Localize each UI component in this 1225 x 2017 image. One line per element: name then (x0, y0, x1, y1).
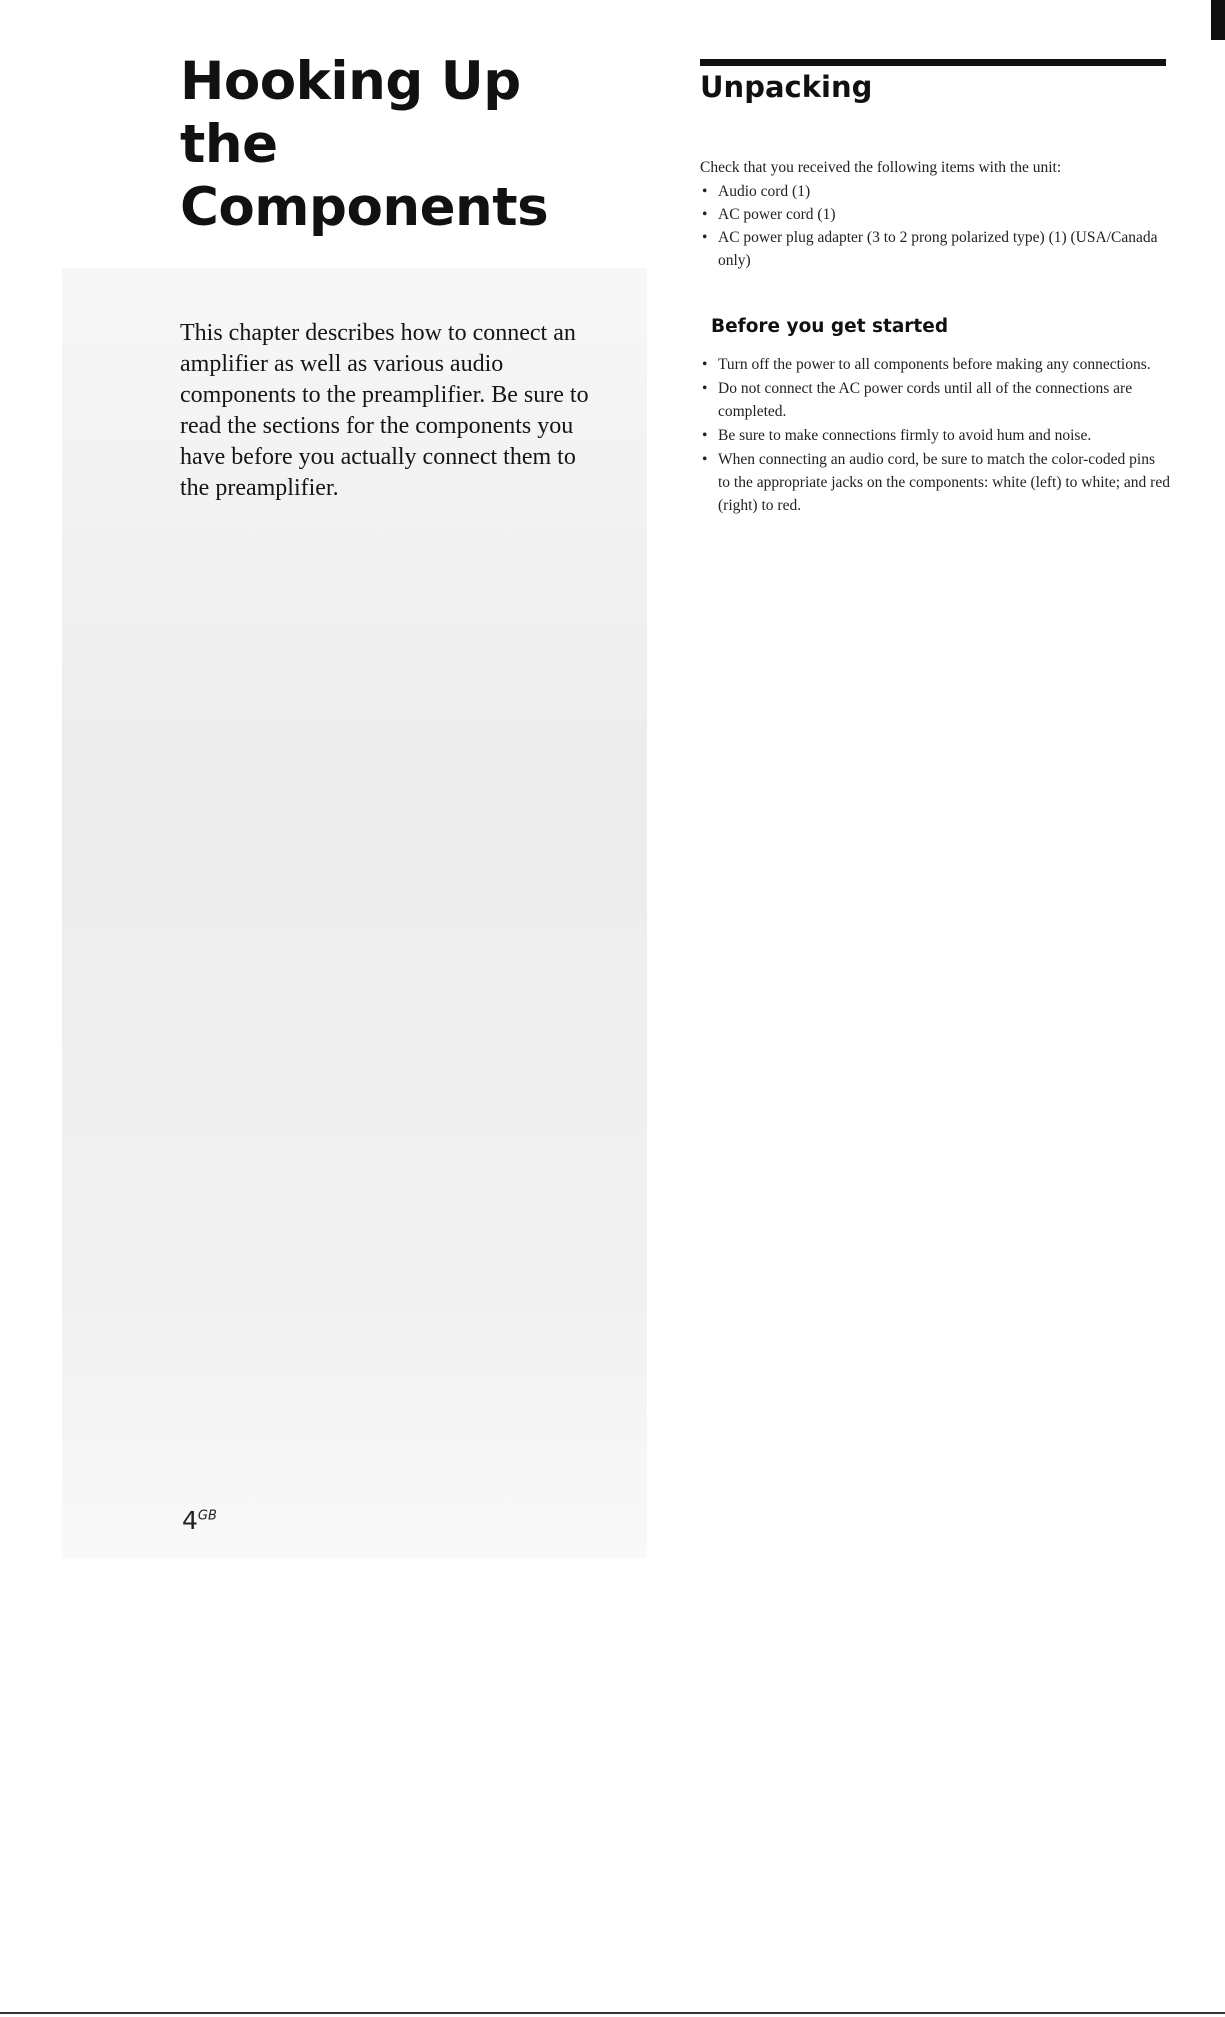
chapter-intro: This chapter describes how to connect an amplifier as well as various audio components to the preamplifier. Be sure to read the sections for the components you have before you actually connect them to the preamplifier. (180, 320, 589, 501)
subsection-heading: Before you get started (711, 316, 949, 337)
page-number (182, 1506, 217, 1535)
list-item: • AC power plug adapter (3 to 2 prong polarized type) (1) (USA/Canada only) (700, 226, 1170, 272)
page-number-suffix: GB (197, 1508, 217, 1524)
list-item: • AC power cord (1) (700, 203, 1170, 226)
before-start-list (700, 353, 1170, 518)
unpacking-intro: Check that you received the following items with the unit: (700, 159, 1062, 176)
page-bottom-border (0, 2012, 1225, 2014)
page-number-value: 4 (182, 1506, 198, 1535)
list-item: • Audio cord (1) (700, 180, 1170, 203)
list-item: • Turn off the power to all components before making any connections. (700, 353, 1170, 376)
chapter-title-line: Hooking Up (180, 51, 521, 112)
page-edge-tab (1211, 0, 1225, 40)
list-item: • When connecting an audio cord, be sure to match the color-coded pins to the appropriate jacks on the components: white (left) to white; and red (right) to red. (700, 448, 1170, 517)
list-item: • Do not connect the AC power cords until all of the connections are completed. (700, 377, 1170, 423)
list-item: • Be sure to make connections firmly to avoid hum and noise. (700, 424, 1170, 447)
chapter-title (180, 50, 600, 239)
chapter-title-line: the (180, 114, 278, 175)
section-rule (700, 59, 1166, 66)
chapter-title-line: Components (180, 177, 549, 238)
unpacking-items (700, 180, 1170, 272)
section-title: Unpacking (700, 70, 873, 104)
